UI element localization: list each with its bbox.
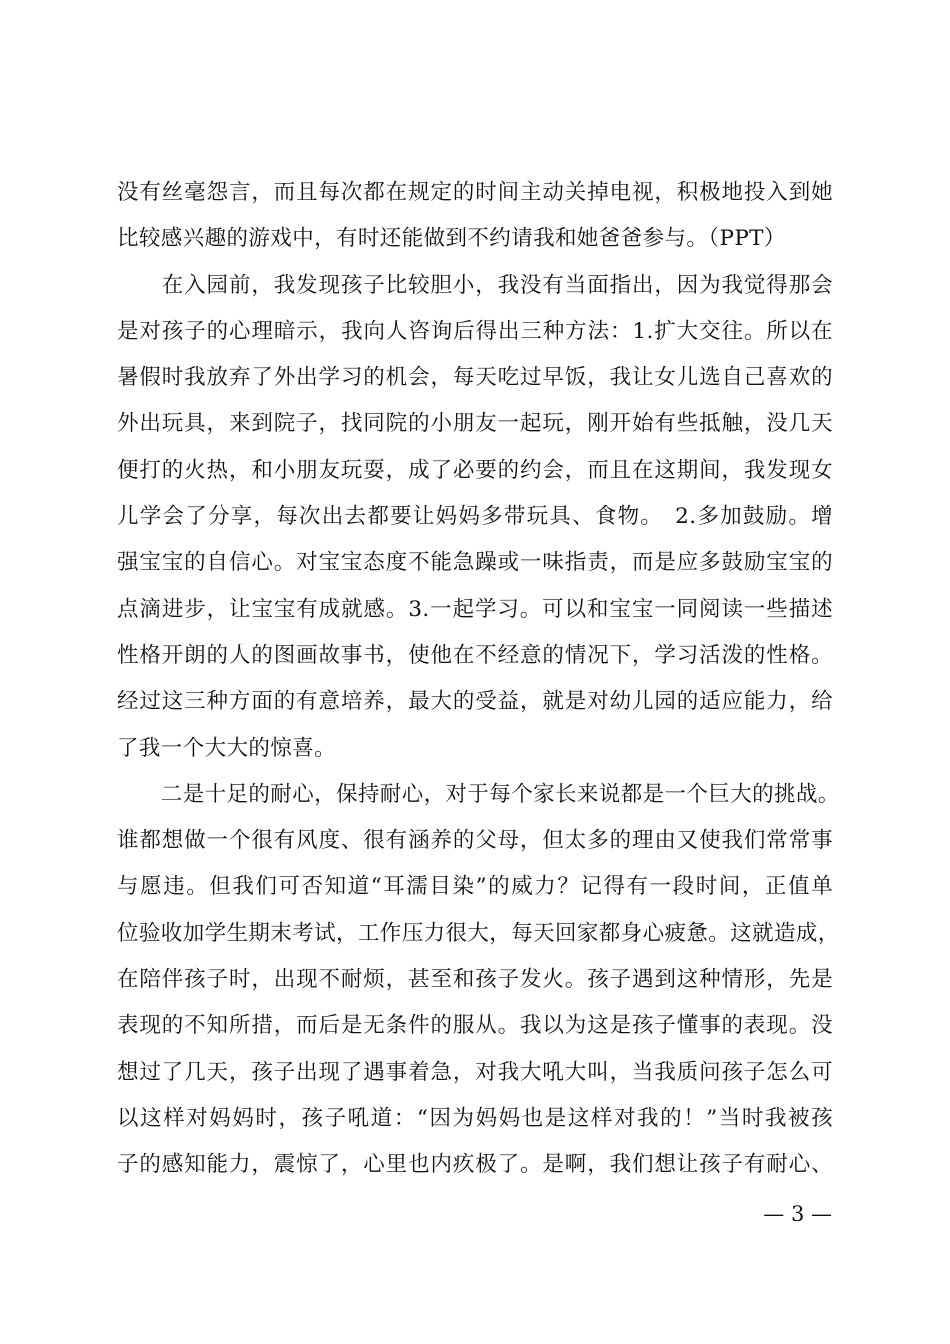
text-line: 子的感知能力，震惊了，心里也内疚极了。是啊，我们想让孩子有耐心、 (117, 1152, 833, 1178)
text-line: 儿学会了分享，每次出去都要让妈妈多带玩具、食物。 2.多加鼓励。增 (117, 504, 833, 530)
text-line: 强宝宝的自信心。对宝宝态度不能急躁或一味指责，而是应多鼓励宝宝的 (117, 550, 833, 576)
text-line: 外出玩具，来到院子，找同院的小朋友一起玩，刚开始有些抵触，没几天 (117, 411, 833, 437)
text-line: 在陪伴孩子时，出现不耐烦，甚至和孩子发火。孩子遇到这种情形，先是 (117, 967, 833, 993)
text-line: 便打的火热，和小朋友玩耍，成了必要的约会，而且在这期间，我发现女 (117, 457, 833, 483)
text-line: 性格开朗的人的图画故事书，使他在不经意的情况下，学习活泼的性格。 (117, 642, 833, 668)
text-line: 二是十足的耐心，保持耐心，对于每个家长来说都是一个巨大的挑战。 (117, 781, 840, 807)
text-line: 与愿违。但我们可否知道“耳濡目染”的威力？记得有一段时间，正值单 (117, 874, 833, 900)
text-line: 想过了几天，孩子出现了遇事着急，对我大吼大叫，当我质问孩子怎么可 (117, 1059, 833, 1085)
text-line: 了我一个大大的惊喜。 (117, 735, 337, 761)
text-line: 表现的不知所措，而后是无条件的服从。我以为这是孩子懂事的表现。没 (117, 1013, 833, 1039)
page-number: — 3 — (763, 1202, 832, 1226)
text-line: 以这样对妈妈时，孩子吼道：“因为妈妈也是这样对我的！”当时我被孩 (117, 1105, 833, 1131)
text-line: 位验收加学生期末考试，工作压力很大，每天回家都身心疲惫。这就造成， (117, 920, 840, 946)
text-line: 在入园前，我发现孩子比较胆小，我没有当面指出，因为我觉得那会 (117, 272, 833, 298)
text-line: 没有丝毫怨言，而且每次都在规定的时间主动关掉电视，积极地投入到她 (117, 180, 833, 205)
text-line: 比较感兴趣的游戏中，有时还能做到不约请我和她爸爸参与。（PPT） (117, 226, 786, 252)
text-line: 是对孩子的心理暗示，我向人咨询后得出三种方法：1.扩大交往。所以在 (117, 318, 833, 344)
body-text (117, 170, 840, 1189)
text-line: 点滴进步，让宝宝有成就感。3.一起学习。可以和宝宝一同阅读一些描述 (117, 596, 833, 622)
text-line: 谁都想做一个很有风度、很有涵养的父母，但太多的理由又使我们常常事 (117, 828, 833, 854)
text-line: 经过这三种方面的有意培养，最大的受益，就是对幼儿园的适应能力，给 (117, 689, 833, 715)
text-line: 暑假时我放弃了外出学习的机会，每天吃过早饭，我让女儿选自己喜欢的 (117, 365, 833, 391)
